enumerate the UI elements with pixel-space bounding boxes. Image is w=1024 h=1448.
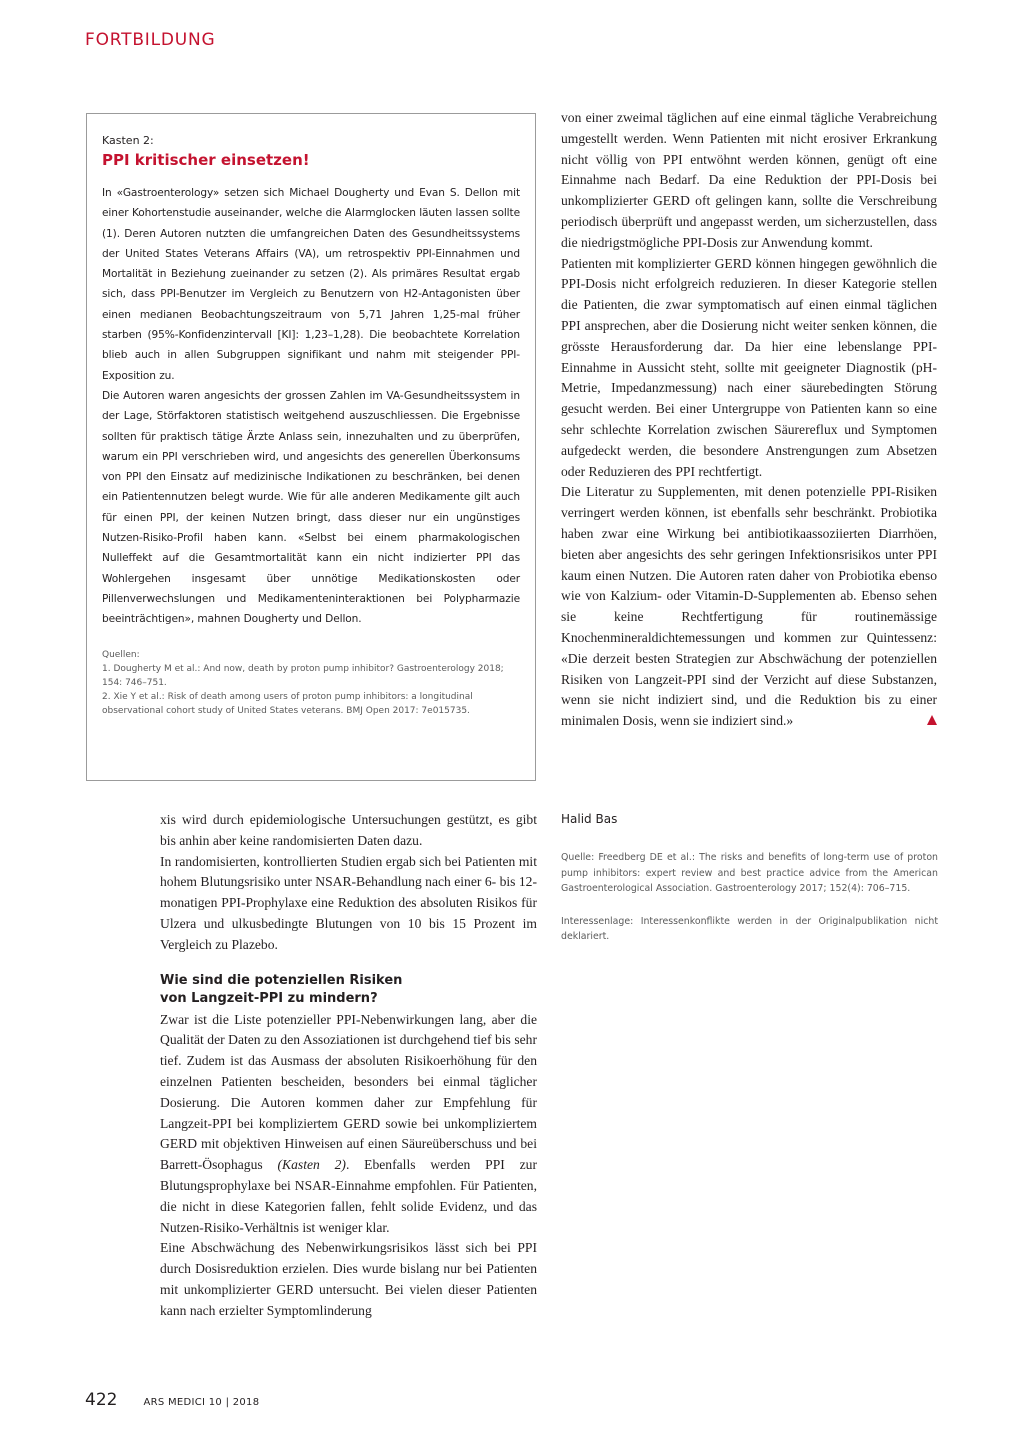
page-number: 422 (85, 1390, 118, 1410)
conflict-note: Interessenlage: Interessenkonflikte werden in der Originalpublikation nicht deklariert. (561, 915, 938, 942)
source-item: 2. Xie Y et al.: Risk of death among users of proton pump inhibitors: a longitudinal observational cohort study of United States veterans. BMJ Open 2017: 7e015735. (102, 691, 473, 716)
journal-name: ARS MEDICI 10 | 2018 (143, 1397, 260, 1408)
info-box (86, 113, 536, 781)
subheading (160, 972, 537, 1008)
body-paragraph: von einer zweimal täglichen auf eine einmal tägliche Verabreichung umgestellt werden. Wenn Patienten mit nicht erosiver Erkrankung nicht völlig von PPI entwöhnt werden können, genügt oft eine Einnahme nach Bedarf. Da eine Reduktion der PPI-Dosis bei unkomplizierter GERD oft gelingen kann, sollte die Verschreibung periodisch überprüft und angepasst werden, um sicherzustellen, dass die niedrigstmögliche PPI-Dosis zur Anwendung kommt. (561, 110, 937, 250)
page-footer (85, 1390, 259, 1410)
sources-label: Quellen: (102, 649, 140, 660)
paragraph-text: . Ebenfalls werden PPI zur Blutungsprophylaxe bei NSAR-Einnahme empfohlen. Für Patienten, die nicht in diese Kategorien fallen, fehlt solide Evidenz, und das Nutzen-Risiko-Verhältnis ist weniger klar. (160, 1157, 537, 1235)
source-item: 1. Dougherty M et al.: And now, death by proton pump inhibitor? Gastroenterology 2018; 154: 746–751. (102, 663, 504, 688)
box-sources (102, 648, 520, 718)
source-note: Quelle: Freedberg DE et al.: The risks and benefits of long-term use of proton pump inhibitors: expert review and best practice advice from the American Gastroenterological Association. Gastroenterology 2017; 152(4): 706–715. (561, 852, 938, 894)
subheading-line: Wie sind die potenziellen Risiken (160, 972, 403, 988)
box-paragraph: Die Autoren waren angesichts der grossen Zahlen im VA-Gesundheitssystem in der Lage, Störfaktoren statistisch weitgehend auszuschliessen. Die Ergebnisse sollten für praktisch tätige Ärzte Anlass sein, innezuhalten und zu überprüfen, warum ein PPI verschrieben wird, und angesichts des generellen Überkonsums von PPI den Einsatz auf medizinische Indikationen zu beschränken, bei denen ein Patientennutzen belegt wurde. Wie für alle anderen Medikamente gilt auch für einen PPI, der keinen Nutzen bringt, dass dieser nur ein ungünstiges Nutzen-Risiko-Profil haben kann. «Selbst bei einem pharmakologischen Nulleffekt auf die Gesamtmortalität kann ein nicht indizierter PPI das Wohlergehen insgesamt über unnötige Medikationskosten oder Pillenverwechslungen und Medikamenteninteraktionen bei Polypharmazie beeinträchtigen», mahnen Dougherty und Dellon. (102, 389, 520, 626)
box-reference-link[interactable]: (Kasten 2) (277, 1157, 346, 1173)
author-name: Halid Bas (561, 812, 618, 826)
body-paragraph: Patienten mit komplizierter GERD können hingegen gewöhnlich die PPI-Dosis nicht erfolgreich reduzieren. In dieser Kategorie stellen die Patienten, die zwar symptomatisch auf einen einmal täglichen PPI ansprechen, aber die Dosierung nicht weiter senken können, die grösste Herausforderung dar. Da hier eine lebenslange PPI-Einnahme in Aussicht steht, sollte mit geeigneter Diagnostik (pH-Metrie, Impedanzmessung) nach einer säurebedingten Störung gesucht werden. Bei einer Untergruppe von Patienten kann so eine sehr schlechte Korrelation zwischen Säurereflux und Symptomen aufgedeckt werden, die besondere Anstrengungen zum Absetzen oder Reduzieren des PPI rechtfertigt. (561, 255, 937, 479)
box-title: PPI kritischer einsetzen! (102, 151, 310, 169)
subheading-line: von Langzeit-PPI zu mindern? (160, 990, 378, 1006)
body-paragraph (160, 1010, 537, 1239)
section-label: FORTBILDUNG (85, 30, 216, 50)
article-notes (561, 850, 938, 962)
body-paragraph: xis wird durch epidemiologische Untersuchungen gestützt, es gibt bis anhin aber keine randomisierten Daten dazu. (160, 812, 537, 848)
left-column (160, 810, 537, 1322)
box-kicker: Kasten 2: (102, 134, 154, 147)
paragraph-text: Zwar ist die Liste potenzieller PPI-Nebenwirkungen lang, aber die Qualität der Daten zu den Assoziationen ist durchgehend tief bis sehr tief. Zudem ist das Ausmass der absoluten Risikoerhöhung für den einzelnen Patienten bescheiden, besonders bei einmal täglicher Dosierung. Die Autoren kommen daher zur Empfehlung für Langzeit-PPI bei kompliziertem GERD sowie bei unkompliziertem GERD mit objektiven Hinweisen auf einen Säureüberschuss und bei Barrett-Ösophagus (160, 1011, 537, 1173)
box-paragraph: In «Gastroenterology» setzen sich Michael Dougherty und Evan S. Dellon mit einer Kohortenstudie auseinander, welche die Alarmglocken läuten lassen sollte (1). Deren Autoren nutzten die umfangreichen Daten des Gesundheitssystems der United States Veterans Affairs (VA), um retrospektiv PPI-Einnahmen und Mortalität in Beziehung zueinander zu setzen (2). Als primäres Resultat ergab sich, dass PPI-Benutzer im Vergleich zu Benutzern von H2-Antagonisten über einen medianen Beobachtungszeitraum von 5,71 Jahren 1,25-mal früher starben (95%-Konfidenzintervall [KI]: 1,23–1,28). Die beobachtete Korrelation blieb auch in allen Subgruppen signifikant und nahm mit steigender PPI-Exposition zu. (102, 187, 520, 382)
body-paragraph: Eine Abschwächung des Nebenwirkungsrisikos lässt sich bei PPI durch Dosisreduktion erzielen. Dies wurde bislang nur bei Patienten mit unkomplizierter GERD untersucht. Bei vielen dieser Patienten kann nach erzielter Symptomlinderung (160, 1240, 537, 1318)
body-paragraph: In randomisierten, kontrollierten Studien ergab sich bei Patienten mit hohem Blutungsrisiko unter NSAR-Behandlung nach einer 6- bis 12-monatigen PPI-Prophylaxe eine Reduktion des absoluten Risikos für Ulzera und ulkusbedingte Blutungen von 10 bis 15 Prozent im Vergleich zu Plazebo. (160, 853, 537, 952)
right-column (561, 108, 937, 732)
end-of-article-icon (927, 715, 937, 725)
box-body (102, 183, 520, 630)
body-paragraph (561, 482, 937, 732)
paragraph-text: Die Literatur zu Supplementen, mit denen potenzielle PPI-Risiken verringert werden können, ist ebenfalls sehr beschränkt. Probiotika haben zwar eine Wirkung bei antibiotikaassoziierten Diarrhöen, bieten aber angesichts des sehr geringen Infektionsrisikos unter PPI kaum einen Nutzen. Die Autoren raten daher von Probiotika ebenso wie von Kalzium- oder Vitamin-D-Supplementen ab. Ebenso sehen sie keine Rechtfertigung für routinemässige Knochenmineraldichtemessungen und kommen zur Quintessenz: «Die derzeit besten Strategien zur Abschwächung der potenziellen Risiken von Langzeit-PPI sind der Verzicht auf diese Substanzen, wenn sie nicht indiziert sind, und die Reduktion bis zu einer minimalen Dosis, wenn sie indiziert sind.» (561, 484, 937, 729)
